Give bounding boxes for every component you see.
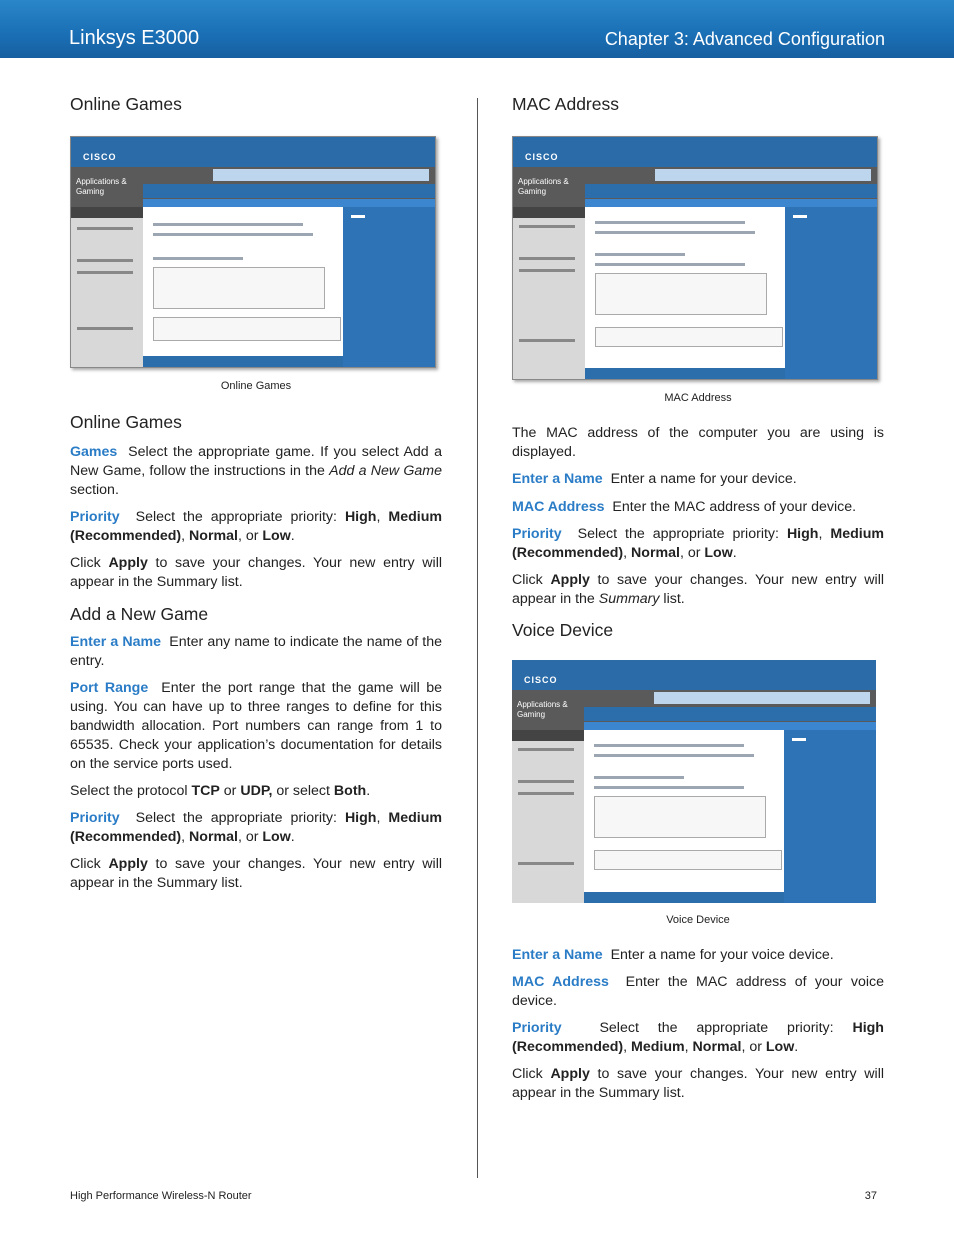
- section-heading: Online Games: [70, 94, 182, 114]
- term-priority: Priority: [512, 1020, 562, 1036]
- right-column: [512, 95, 884, 1103]
- section-heading: Online Games: [70, 412, 182, 432]
- cisco-logo: CISCO: [524, 675, 558, 685]
- paragraph-priority: Priority Select the appropriate priority: High, Medium (Recommended), Normal, or Low.: [512, 526, 884, 561]
- footer-product: High Performance Wireless-N Router: [70, 1190, 252, 1202]
- column-divider: [477, 98, 478, 1178]
- left-column: [70, 95, 442, 893]
- section-heading: MAC Address: [512, 94, 619, 114]
- page-header: [0, 0, 954, 58]
- chapter-title: Chapter 3: Advanced Configuration: [604, 29, 885, 49]
- voice-device-screenshot: [512, 660, 876, 903]
- term-priority: Priority: [70, 810, 120, 826]
- paragraph-priority: Priority Select the appropriate priority: High (Recommended), Medium, Normal, or Low.: [512, 1020, 884, 1055]
- mac-address-screenshot: [512, 136, 878, 380]
- paragraph-apply: Click Apply to save your changes. Your new entry will appear in the Summary list.: [512, 1066, 884, 1101]
- section-heading: Add a New Game: [70, 604, 209, 624]
- online-games-screenshot: [70, 136, 436, 368]
- cisco-logo: CISCO: [83, 152, 117, 162]
- paragraph-mac-address: MAC Address Enter the MAC address of your voice device.: [512, 974, 885, 1009]
- screenshot-section-title: Applications & Gaming: [517, 700, 568, 719]
- paragraph-intro: The MAC address of the computer you are using is displayed.: [512, 425, 884, 460]
- screenshot-section-title: Applications & Gaming: [76, 177, 127, 196]
- page-number: 37: [864, 1190, 877, 1202]
- term-mac-address: MAC Address: [512, 974, 609, 990]
- product-title: Linksys E3000: [69, 27, 200, 49]
- cisco-logo: CISCO: [525, 152, 559, 162]
- figure-caption: Voice Device: [666, 914, 730, 926]
- paragraph-priority: Priority Select the appropriate priority: High, Medium (Recommended), Normal, or Low.: [70, 810, 442, 845]
- paragraph-apply: Click Apply to save your changes. Your new entry will appear in the Summary list.: [70, 555, 442, 590]
- screenshot-section-title: Applications & Gaming: [518, 177, 569, 196]
- paragraph-enter-name: Enter a Name Enter a name for your device.: [512, 471, 797, 487]
- figure-caption: MAC Address: [664, 392, 732, 404]
- term-enter-name: Enter a Name: [512, 947, 603, 963]
- paragraph-apply: Click Apply to save your changes. Your new entry will appear in the Summary list.: [70, 856, 442, 891]
- paragraph-priority: Priority Select the appropriate priority: High, Medium (Recommended), Normal, or Low.: [70, 509, 442, 544]
- term-priority: Priority: [70, 509, 120, 525]
- paragraph-apply: Click Apply to save your changes. Your new entry will appear in the Summary list.: [512, 572, 884, 607]
- paragraph-protocol: Select the protocol TCP or UDP, or select Both.: [70, 783, 371, 799]
- paragraph-mac-address: MAC Address Enter the MAC address of your device.: [512, 499, 857, 515]
- term-enter-name: Enter a Name: [70, 634, 162, 650]
- term-enter-name: Enter a Name: [512, 471, 603, 487]
- paragraph-games: Games Select the appropriate game. If you select Add a New Game, follow the instructions in the Add a New Game section.: [70, 444, 442, 498]
- term-games: Games: [70, 444, 118, 460]
- term-priority: Priority: [512, 526, 562, 542]
- figure-caption: Online Games: [220, 380, 292, 392]
- paragraph-enter-name: Enter a Name Enter any name to indicate the name of the entry.: [70, 634, 443, 669]
- paragraph-enter-name: Enter a Name Enter a name for your voice device.: [512, 947, 834, 963]
- section-heading: Voice Device: [512, 620, 614, 640]
- term-port-range: Port Range: [70, 680, 149, 696]
- term-mac-address: MAC Address: [512, 499, 605, 515]
- paragraph-port-range: Port Range Enter the port range that the game will be using. You can have up to three ranges to define for this bandwidth allocation. Port numbers can range from 1 to 65535. Check your application’s documentation for details on the service ports used.: [70, 680, 443, 772]
